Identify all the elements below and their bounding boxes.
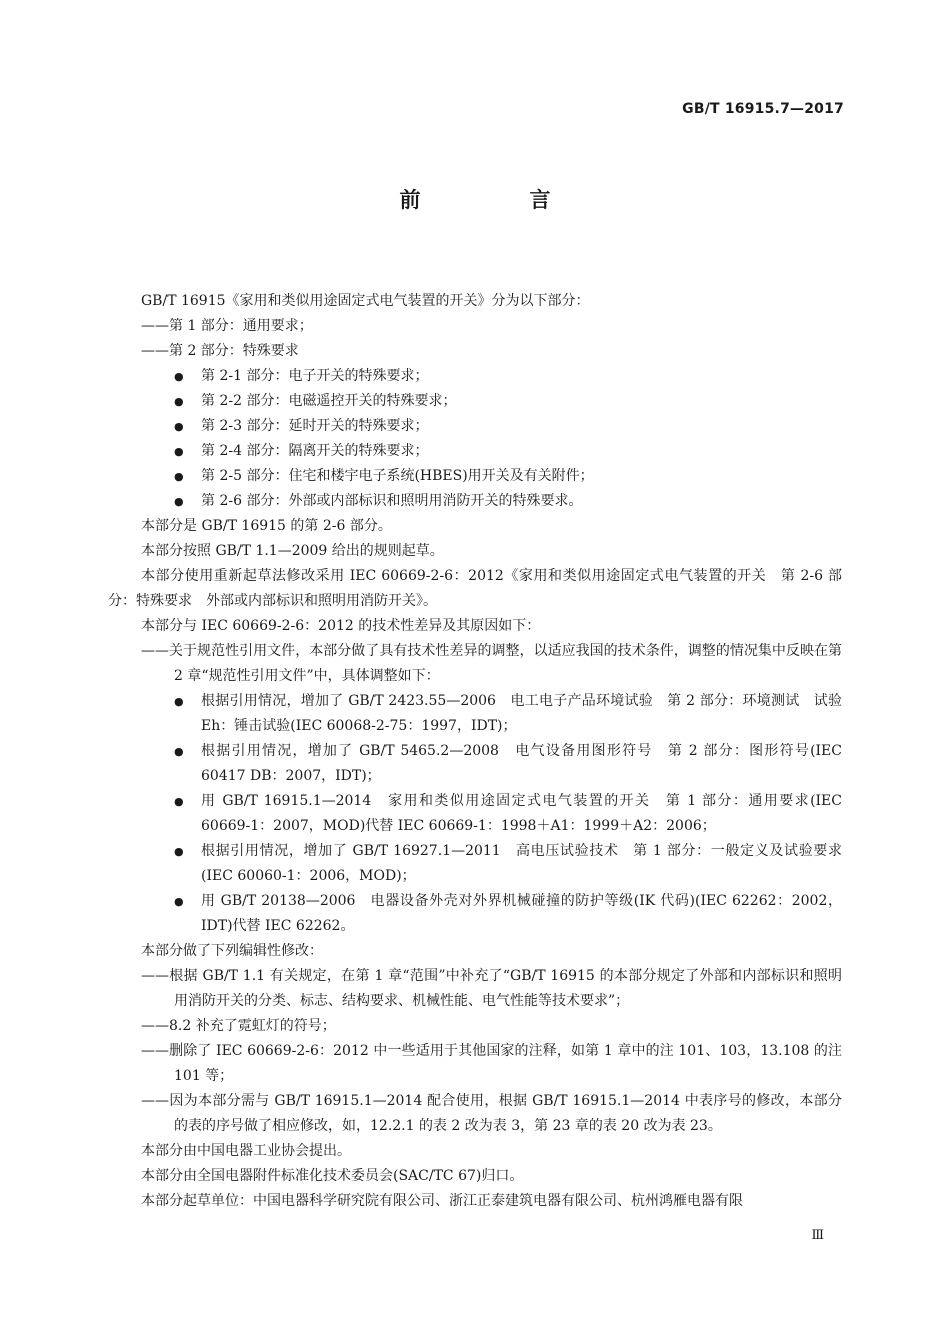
bullet-item: ● 根据引用情况，增加了 GB/T 16927.1—2011 高电压试验技术 第 1 部分：一般定义及试验要求(IEC 60060-1：2006，MOD)； — [108, 839, 842, 889]
page-title: 前 言 — [399, 188, 595, 212]
dash-item: ——8.2 补充了霓虹灯的符号； — [141, 1018, 336, 1034]
paragraph: 本部分是 GB/T 16915 的第 2-6 部分。 — [141, 518, 392, 534]
bullet-item: ● 第 2-4 部分：隔离开关的特殊要求； — [108, 439, 842, 464]
paragraph: 本部分起草单位：中国电器科学研究院有限公司、浙江正泰建筑电器有限公司、杭州鸿雁电器有限 — [141, 1193, 743, 1209]
dash-item: ——删除了 IEC 60669-2-6：2012 中一些适用于其他国家的注释，如第 1 章中的注 101、103，13.108 的注 101 等； — [141, 1043, 842, 1084]
paragraph: GB/T 16915《家用和类似用途固定式电气装置的开关》分为以下部分： — [141, 293, 590, 309]
paragraph: 本部分按照 GB/T 1.1—2009 给出的规则起草。 — [141, 543, 444, 559]
paragraph: 本部分使用重新起草法修改采用 IEC 60669-2-6：2012《家用和类似用途固定式电气装置的开关 第 2-6 部分：特殊要求 外部或内部标识和照明用消防开关》。 — [108, 568, 842, 609]
bullet-item: ● 根据引用情况，增加了 GB/T 5465.2—2008 电气设备用图形符号 第 2 部分：图形符号(IEC 60417 DB：2007，IDT)； — [108, 739, 842, 789]
dash-item: ——第 1 部分：通用要求； — [141, 318, 313, 334]
dash-item: ——第 2 部分：特殊要求 — [141, 343, 299, 359]
dash-item: ——根据 GB/T 1.1 有关规定，在第 1 章“范围”中补充了“GB/T 16915 的本部分规定了外部和内部标识和照明用消防开关的分类、标志、结构要求、机械性能、电气性能等技术要求”； — [141, 968, 842, 1009]
paragraph: 本部分由全国电器附件标准化技术委员会(SAC/TC 67)归口。 — [141, 1168, 524, 1184]
paragraph: 本部分做了下列编辑性修改： — [141, 943, 323, 959]
standard-code: GB/T 16915.7—2017 — [682, 101, 844, 117]
page-number: Ⅲ — [811, 1228, 824, 1243]
bullet-item: ● 第 2-5 部分：住宅和楼宇电子系统(HBES)用开关及有关附件； — [108, 464, 842, 489]
bullet-item: ● 第 2-3 部分：延时开关的特殊要求； — [108, 414, 842, 439]
dash-item: ——因为本部分需与 GB/T 16915.1—2014 配合使用，根据 GB/T 16915.1—2014 中表序号的修改，本部分的表的序号做了相应修改，如，12.2.1 的表 2 改为表 3，第 23 章的表 20 改为表 23。 — [141, 1093, 842, 1134]
dash-item: ——关于规范性引用文件，本部分做了具有技术性差异的调整，以适应我国的技术条件，调整的情况集中反映在第 2 章“规范性引用文件”中，具体调整如下： — [141, 643, 842, 684]
bullet-item: ● 根据引用情况，增加了 GB/T 2423.55—2006 电工电子产品环境试验 第 2 部分：环境测试 试验 Eh：锤击试验(IEC 60068-2-75：1997，IDT)； — [108, 689, 842, 739]
bullet-item: ● 用 GB/T 20138—2006 电器设备外壳对外界机械碰撞的防护等级(IK 代码)(IEC 62262：2002，IDT)代替 IEC 62262。 — [108, 889, 842, 939]
paragraph: 本部分由中国电器工业协会提出。 — [141, 1143, 351, 1159]
bullet-item: ● 第 2-6 部分：外部或内部标识和照明用消防开关的特殊要求。 — [108, 489, 842, 514]
bullet-item: ● 第 2-1 部分：电子开关的特殊要求； — [108, 364, 842, 389]
document-body — [108, 289, 842, 1214]
bullet-item: ● 用 GB/T 16915.1—2014 家用和类似用途固定式电气装置的开关 第 1 部分：通用要求(IEC 60669-1：2007，MOD)代替 IEC 60669-1：1998＋A1：1999＋A2：2006； — [108, 789, 842, 839]
bullet-item: ● 第 2-2 部分：电磁遥控开关的特殊要求； — [108, 389, 842, 414]
paragraph: 本部分与 IEC 60669-2-6：2012 的技术性差异及其原因如下： — [141, 618, 541, 634]
